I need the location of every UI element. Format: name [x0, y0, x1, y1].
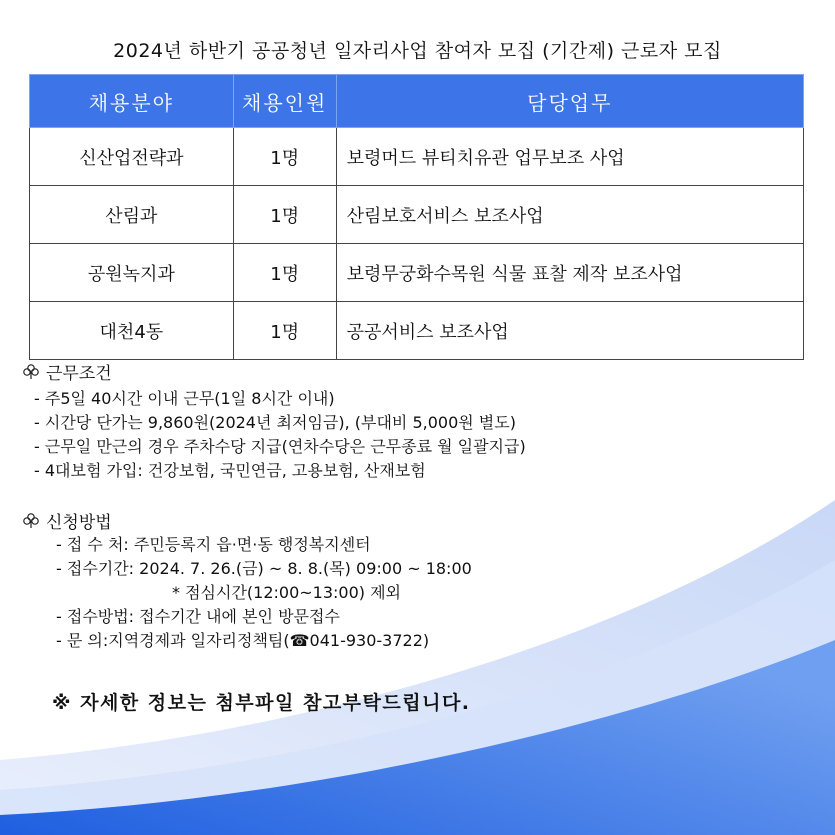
apply-method: - 접수방법: 접수기간 내에 본인 방문접수: [56, 607, 340, 626]
clover-icon: [22, 513, 40, 529]
apply-heading: [22, 508, 112, 533]
cell-count: 1명: [233, 186, 336, 244]
apply-contact: [56, 628, 429, 651]
cell-duty: 보령머드 뷰티치유관 업무보조 사업: [336, 128, 803, 186]
work-item: - 4대보험 가입: 건강보험, 국민연금, 고용보험, 산재보험: [34, 461, 426, 480]
cell-duty: 보령무궁화수목원 식물 표찰 제작 보조사업: [336, 244, 803, 302]
table-row: [30, 244, 804, 302]
apply-period: - 접수기간: 2024. 7. 26.(금) ~ 8. 8.(목) 09:00 ~ 18:00: [56, 559, 472, 578]
cell-count: 1명: [233, 128, 336, 186]
work-conditions-title: 근무조건: [46, 364, 112, 384]
contact-number: 041-930-3722): [309, 631, 430, 650]
cell-count: 1명: [233, 244, 336, 302]
header-field: 채용분야: [30, 75, 234, 128]
cell-field: 산림과: [30, 186, 234, 244]
cell-duty: 공공서비스 보조사업: [336, 302, 803, 360]
header-duty: 담당업무: [336, 75, 803, 128]
attachment-note: ※ 자세한 정보는 첨부파일 참고부탁드립니다.: [52, 692, 471, 714]
cell-field: 공원녹지과: [30, 244, 234, 302]
apply-place: - 접 수 처: 주민등록지 읍·면·동 행정복지센터: [56, 535, 371, 554]
cell-field: 신산업전략과: [30, 128, 234, 186]
table-header-row: [30, 75, 804, 128]
work-item: - 주5일 40시간 이내 근무(1일 8시간 이내): [34, 389, 335, 408]
work-item: - 시간당 단가는 9,860원(2024년 최저임금), (부대비 5,000원 별도): [34, 413, 516, 432]
header-count: 채용인원: [233, 75, 336, 128]
cell-duty: 산림보호서비스 보조사업: [336, 186, 803, 244]
phone-icon: ☎: [289, 631, 310, 650]
cell-field: 대천4동: [30, 302, 234, 360]
work-item: - 근무일 만근의 경우 주차수당 지급(연차수당은 근무종료 월 일괄지급): [34, 437, 526, 456]
page-title: 2024년 하반기 공공청년 일자리사업 참여자 모집 (기간제) 근로자 모집: [113, 40, 722, 62]
cell-count: 1명: [233, 302, 336, 360]
table-row: [30, 186, 804, 244]
apply-title: 신청방법: [46, 513, 112, 533]
contact-label: - 문 의:지역경제과 일자리정책팀(: [56, 631, 290, 650]
table-row: [30, 302, 804, 360]
clover-icon: [22, 364, 40, 380]
work-conditions-heading: [22, 359, 112, 384]
table-row: [30, 128, 804, 186]
apply-lunch: * 점심시간(12:00~13:00) 제외: [172, 583, 402, 602]
recruitment-table: [29, 74, 804, 360]
